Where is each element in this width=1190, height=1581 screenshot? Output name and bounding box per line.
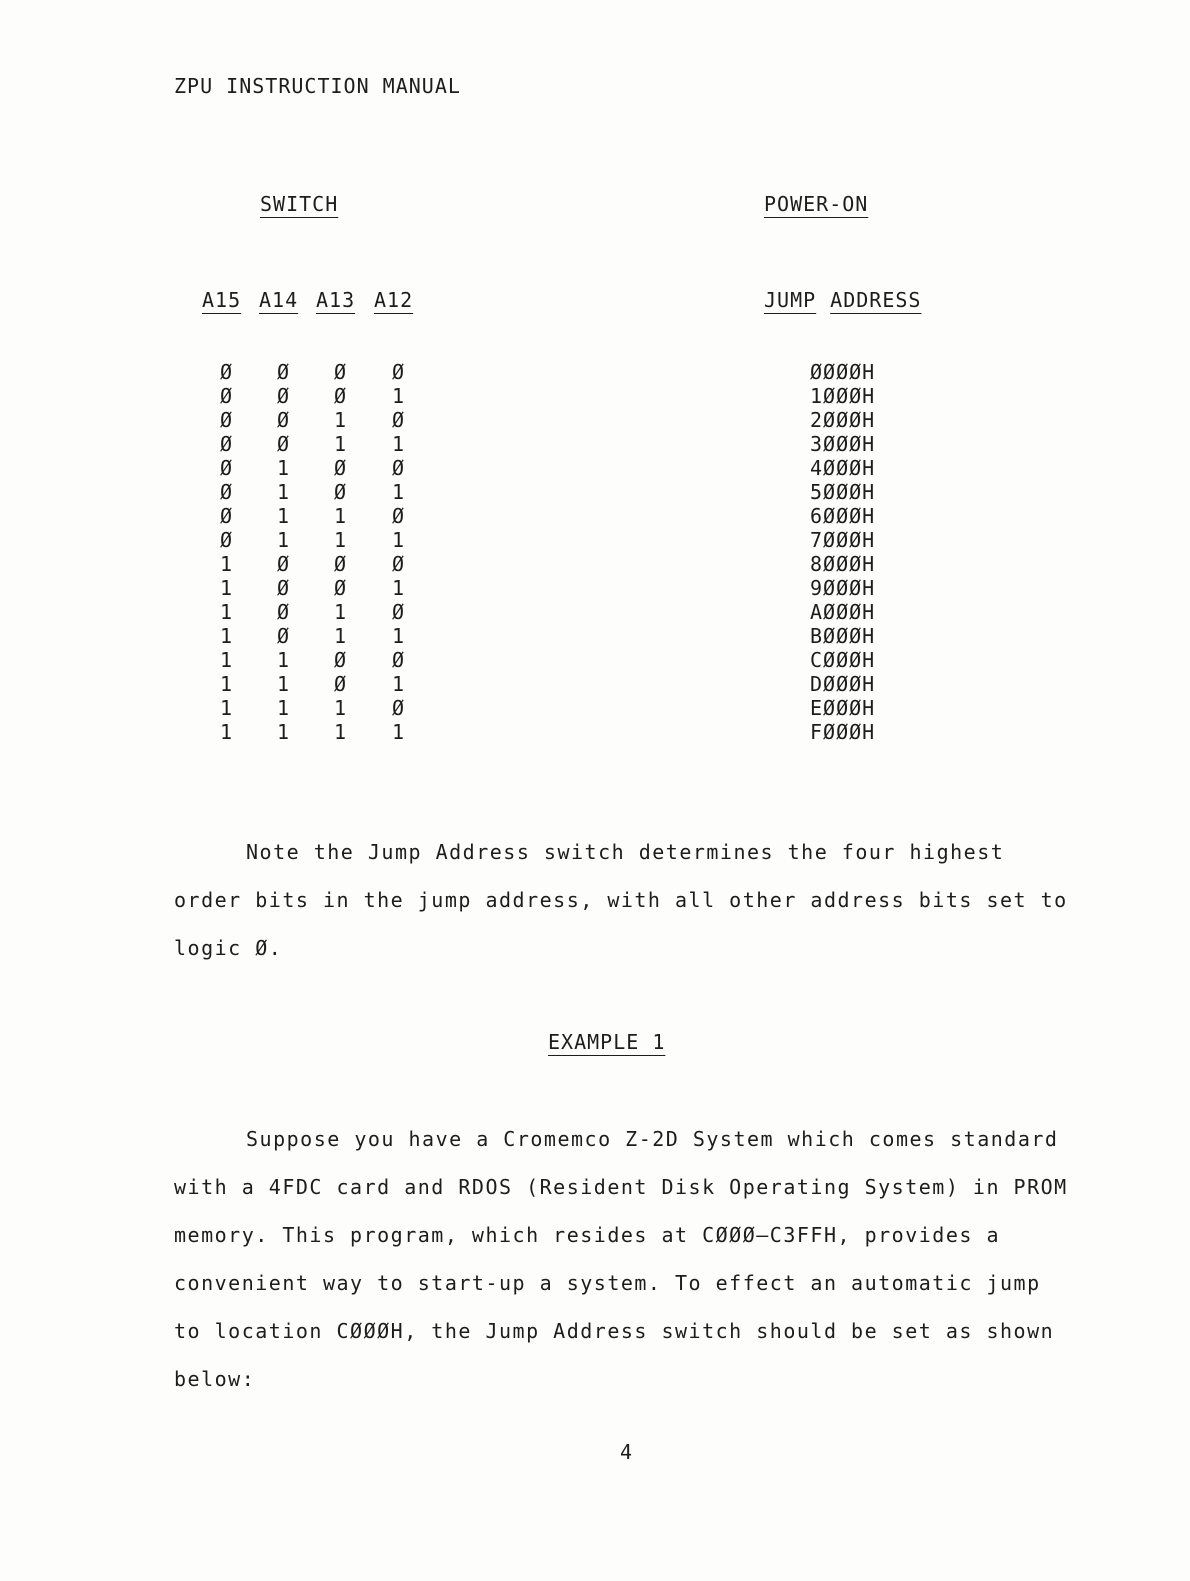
table-bit-cell: Ø [391, 552, 405, 576]
table-bit-cell: Ø [333, 648, 347, 672]
jump-address-cell: 2ØØØH [810, 408, 876, 432]
table-bit-cell: Ø [333, 480, 347, 504]
table-bit-cell: 1 [333, 528, 347, 552]
table-bit-cell: Ø [391, 600, 405, 624]
table-bit-cell: 1 [276, 456, 290, 480]
jump-address-cell: 7ØØØH [810, 528, 876, 552]
table-bit-cell: 1 [391, 672, 405, 696]
jump-address-cell: EØØØH [810, 696, 876, 720]
table-bit-cell: Ø [333, 384, 347, 408]
jump-heading-word: JUMP [764, 288, 817, 312]
table-bit-cell: Ø [219, 384, 233, 408]
table-bit-cell: 1 [219, 672, 233, 696]
table-bit-cell: 1 [333, 624, 347, 648]
table-bit-cell: Ø [276, 624, 290, 648]
jump-address-cell: 5ØØØH [810, 480, 876, 504]
table-bit-cell: Ø [333, 672, 347, 696]
example-title: EXAMPLE 1 [548, 1030, 666, 1054]
jump-address-cell: 8ØØØH [810, 552, 876, 576]
table-bit-cell: 1 [276, 648, 290, 672]
table-bit-cell: 1 [276, 480, 290, 504]
table-bit-cell: 1 [391, 576, 405, 600]
table-bit-cell: 1 [333, 408, 347, 432]
column-header-a14: A14 [259, 288, 299, 312]
table-bit-cell: 1 [219, 696, 233, 720]
table-bit-cell: Ø [391, 504, 405, 528]
jump-address-heading [764, 288, 935, 312]
column-header-a12: A12 [374, 288, 414, 312]
jump-address-cell: CØØØH [810, 648, 876, 672]
column-header-a15: A15 [202, 288, 242, 312]
jump-address-cell: 4ØØØH [810, 456, 876, 480]
jump-address-cell: 1ØØØH [810, 384, 876, 408]
manual-header: ZPU INSTRUCTION MANUAL [174, 74, 461, 98]
table-bit-cell: Ø [276, 408, 290, 432]
table-bit-cell: 1 [219, 552, 233, 576]
table-bit-cell: Ø [276, 432, 290, 456]
table-bit-cell: Ø [333, 360, 347, 384]
table-bit-cell: Ø [276, 384, 290, 408]
table-bit-cell: Ø [219, 528, 233, 552]
table-bit-cell: 1 [333, 600, 347, 624]
table-bit-cell: 1 [391, 432, 405, 456]
table-bit-cell: Ø [333, 552, 347, 576]
table-bit-cell: 1 [391, 384, 405, 408]
jump-address-cell: DØØØH [810, 672, 876, 696]
table-bit-cell: 1 [276, 720, 290, 744]
table-bit-cell: Ø [391, 408, 405, 432]
table-bit-cell: Ø [219, 360, 233, 384]
table-bit-cell: 1 [276, 696, 290, 720]
jump-address-cell: 6ØØØH [810, 504, 876, 528]
table-bit-cell: Ø [391, 456, 405, 480]
jump-address-cell: FØØØH [810, 720, 876, 744]
table-bit-cell: 1 [391, 624, 405, 648]
jump-address-cell: 9ØØØH [810, 576, 876, 600]
table-bit-cell: 1 [219, 600, 233, 624]
jump-address-cell: BØØØH [810, 624, 876, 648]
table-bit-cell: 1 [391, 480, 405, 504]
table-bit-cell: 1 [333, 432, 347, 456]
power-on-heading: POWER-ON [764, 192, 869, 216]
table-bit-cell: Ø [219, 432, 233, 456]
table-bit-cell: Ø [391, 648, 405, 672]
table-bit-cell: Ø [276, 576, 290, 600]
table-bit-cell: Ø [333, 456, 347, 480]
address-heading-word: ADDRESS [830, 288, 922, 312]
note-paragraph: Note the Jump Address switch determines the four highest order bits in the jump address, with all other address bits set to logic Ø. [174, 840, 1068, 960]
table-bit-cell: 1 [219, 720, 233, 744]
column-header-a13: A13 [316, 288, 356, 312]
table-bit-cell: 1 [391, 720, 405, 744]
table-bit-cell: Ø [333, 576, 347, 600]
table-bit-cell: 1 [219, 624, 233, 648]
page-number: 4 [620, 1440, 633, 1464]
table-bit-cell: Ø [276, 600, 290, 624]
table-bit-cell: 1 [333, 504, 347, 528]
switch-heading: SWITCH [260, 192, 339, 216]
table-bit-cell: 1 [219, 648, 233, 672]
example-paragraph: Suppose you have a Cromemco Z-2D System which comes standard with a 4FDC card and RDOS (Resident Disk Operating System) in PROM memory. This program, which resides at CØØØ–C3FFH, provides a convenient way to start-up a system. To effect an automatic jump to location CØØØH, the Jump Address switch should be set as shown below: [174, 1127, 1068, 1391]
table-bit-cell: Ø [219, 408, 233, 432]
table-bit-cell: 1 [391, 528, 405, 552]
table-bit-cell: Ø [391, 360, 405, 384]
table-bit-cell: Ø [391, 696, 405, 720]
table-bit-cell: Ø [219, 480, 233, 504]
jump-address-cell: ØØØØH [810, 360, 876, 384]
table-bit-cell: 1 [333, 720, 347, 744]
jump-address-cell: AØØØH [810, 600, 876, 624]
table-bit-cell: Ø [219, 456, 233, 480]
table-bit-cell: Ø [276, 552, 290, 576]
table-bit-cell: 1 [276, 672, 290, 696]
table-bit-cell: 1 [333, 696, 347, 720]
table-bit-cell: 1 [276, 504, 290, 528]
table-bit-cell: Ø [276, 360, 290, 384]
jump-address-cell: 3ØØØH [810, 432, 876, 456]
table-bit-cell: 1 [219, 576, 233, 600]
table-bit-cell: Ø [219, 504, 233, 528]
table-bit-cell: 1 [276, 528, 290, 552]
